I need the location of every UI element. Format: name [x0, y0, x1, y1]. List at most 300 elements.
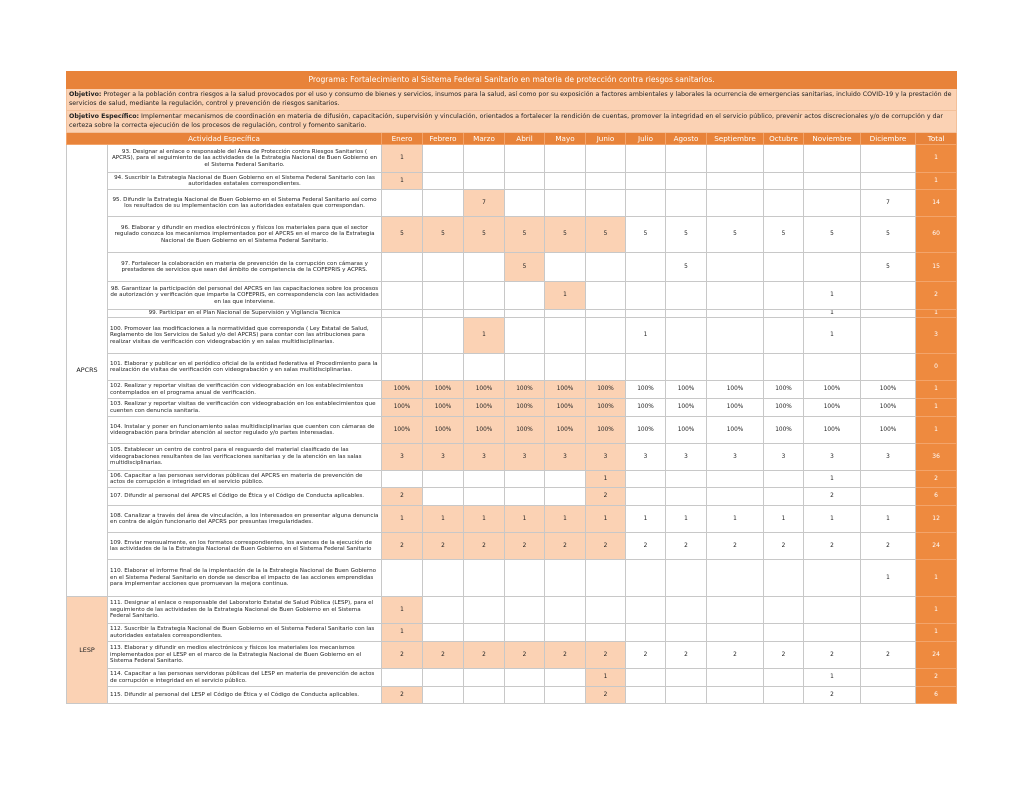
month-cell: 5: [464, 217, 505, 253]
activity-description: 97. Fortalecer la colaboración en materia de prevención de la corrupción con cámaras y prestadores de servicios que sean del ámbito de competencia de la COFEPRIS y ACPRS.: [108, 253, 382, 282]
month-cell: [804, 354, 861, 381]
month-cell: [505, 145, 545, 173]
month-cell: 2: [804, 533, 861, 560]
month-cell: [804, 597, 861, 624]
month-cell: 100%: [707, 381, 764, 399]
month-cell: 1: [764, 506, 804, 533]
month-cell: [804, 173, 861, 190]
month-cell: 100%: [545, 399, 586, 417]
month-cell: [464, 624, 505, 642]
month-cell: 2: [505, 533, 545, 560]
month-cell: [464, 471, 505, 488]
month-cell: [764, 354, 804, 381]
month-cell: 1: [423, 506, 464, 533]
column-header-actividad: Actividad Específica: [67, 133, 382, 145]
month-cell: 5: [586, 217, 626, 253]
month-cell: 2: [545, 533, 586, 560]
month-cell: 1: [545, 282, 586, 310]
month-cell: [586, 145, 626, 173]
activity-row: [67, 597, 957, 624]
month-cell: [804, 624, 861, 642]
month-cell: 2: [505, 642, 545, 669]
month-cell: 2: [764, 642, 804, 669]
activity-description: 114. Capacitar a las personas servidoras públicas del LESP en materia de prevención de actos de corrupción e integridad en el servicio público.: [108, 669, 382, 687]
month-cell: [586, 560, 626, 597]
activity-description: 109. Enviar mensualmente, en los formatos correspondientes, los avances de la ejecución de las actividades de la la Estrategia Nacional de Buen Gobierno en el Sistema Federal Sanitario: [108, 533, 382, 560]
row-total: 24: [916, 533, 957, 560]
month-cell: [423, 282, 464, 310]
month-cell: 100%: [545, 417, 586, 444]
month-cell: 2: [382, 642, 423, 669]
activity-row: [67, 253, 957, 282]
month-cell: 5: [764, 217, 804, 253]
month-cell: 1: [586, 471, 626, 488]
month-cell: 100%: [423, 417, 464, 444]
month-cell: [586, 190, 626, 217]
month-cell: [666, 173, 707, 190]
activity-description: 93. Designar al enlace o responsable del Área de Protección contra Riesgos Sanitarios ( APCRS), para el seguimiento de las actividades de la Estrategia Nacional de Buen Gobierno en el Sistema Federal Sanitario.: [108, 145, 382, 173]
row-total: 1: [916, 417, 957, 444]
month-cell: 2: [423, 642, 464, 669]
month-cell: 2: [666, 642, 707, 669]
row-total: 60: [916, 217, 957, 253]
activity-row: [67, 354, 957, 381]
month-cell: 2: [382, 687, 423, 704]
month-cell: 100%: [804, 381, 861, 399]
month-cell: [505, 354, 545, 381]
month-cell: 1: [804, 310, 861, 318]
activity-row: [67, 471, 957, 488]
month-cell: [861, 282, 916, 310]
month-cell: [464, 145, 505, 173]
month-cell: [545, 190, 586, 217]
month-cell: [626, 190, 666, 217]
month-cell: 5: [545, 217, 586, 253]
month-cell: [764, 145, 804, 173]
month-cell: 2: [707, 642, 764, 669]
month-cell: [545, 318, 586, 354]
month-cell: [707, 597, 764, 624]
month-cell: 100%: [545, 381, 586, 399]
activity-description: 100. Promover las modificaciones a la normatividad que corresponda ( Ley Estatal de Salud, Reglamento de los Servicios de Salud y/o del APCRS) para contar con las atribuciones para realizar visitas de verificación con videograbación y en salas multidisciplinarias.: [108, 318, 382, 354]
month-cell: 2: [804, 488, 861, 506]
month-cell: [666, 597, 707, 624]
row-total: 1: [916, 310, 957, 318]
activity-schedule-sheet: [66, 71, 956, 704]
month-cell: [666, 310, 707, 318]
month-cell: [586, 318, 626, 354]
activity-row: [67, 173, 957, 190]
column-header-total: Total: [916, 133, 957, 145]
month-cell: 5: [626, 217, 666, 253]
month-cell: 2: [586, 687, 626, 704]
month-cell: 100%: [707, 417, 764, 444]
month-cell: [545, 488, 586, 506]
month-cell: [666, 354, 707, 381]
month-cell: [626, 145, 666, 173]
month-cell: 100%: [764, 381, 804, 399]
month-cell: [626, 669, 666, 687]
month-cell: [804, 190, 861, 217]
month-cell: 100%: [586, 381, 626, 399]
activity-row: [67, 488, 957, 506]
column-header-month: Febrero: [423, 133, 464, 145]
month-cell: [861, 318, 916, 354]
month-cell: 2: [586, 642, 626, 669]
column-header-month: Agosto: [666, 133, 707, 145]
month-cell: [707, 173, 764, 190]
month-cell: 100%: [382, 399, 423, 417]
month-cell: [764, 282, 804, 310]
month-cell: [804, 560, 861, 597]
month-cell: [464, 687, 505, 704]
month-cell: [626, 560, 666, 597]
month-cell: [545, 624, 586, 642]
month-cell: [626, 173, 666, 190]
column-header-month: Enero: [382, 133, 423, 145]
month-cell: 100%: [464, 399, 505, 417]
month-cell: 2: [382, 488, 423, 506]
month-cell: [505, 669, 545, 687]
column-header-month: Noviembre: [804, 133, 861, 145]
month-cell: [505, 173, 545, 190]
specific-objective-body: Implementar mecanismos de coordinación en materia de difusión, capacitación, supervisión y vinculación, orientados a fortalecer la rendición de cuentas, promover la integridad en el servicio público, prevenir actos discrecionales y/o de corrupción y dar certeza sobre la correcta ejecución de los procesos de regulación, control y fomento sanitario.: [69, 113, 944, 129]
activity-description: 112. Suscribir la Estrategia Nacional de Buen Gobierno en el Sistema Federal Sanitario con las autoridades estatales correspondientes.: [108, 624, 382, 642]
month-cell: 1: [707, 506, 764, 533]
month-cell: 1: [464, 506, 505, 533]
month-cell: 5: [666, 217, 707, 253]
month-cell: 100%: [804, 417, 861, 444]
activity-row: [67, 687, 957, 704]
activity-row: [67, 145, 957, 173]
month-cell: 3: [861, 444, 916, 471]
row-total: 1: [916, 597, 957, 624]
month-cell: [861, 597, 916, 624]
activity-table: [66, 71, 957, 704]
month-cell: [764, 253, 804, 282]
row-total: 6: [916, 687, 957, 704]
column-header-month: Octubre: [764, 133, 804, 145]
column-header-month: Junio: [586, 133, 626, 145]
month-cell: [707, 669, 764, 687]
month-cell: [764, 488, 804, 506]
month-cell: [626, 488, 666, 506]
month-cell: [586, 354, 626, 381]
month-cell: [764, 310, 804, 318]
month-cell: [505, 597, 545, 624]
month-cell: [423, 253, 464, 282]
activity-row: [67, 282, 957, 310]
month-cell: 3: [464, 444, 505, 471]
month-cell: [861, 173, 916, 190]
month-cell: 3: [764, 444, 804, 471]
month-cell: 5: [505, 253, 545, 282]
activity-row: [67, 381, 957, 399]
month-cell: 1: [545, 506, 586, 533]
row-total: 1: [916, 381, 957, 399]
month-cell: 5: [861, 217, 916, 253]
activity-description: 108. Canalizar a través del área de vinculación, a los interesados en presentar alguna denuncia en contra de algún funcionario del APCRS por presuntas irregularidades.: [108, 506, 382, 533]
activity-description: 95. Difundir la Estrategia Nacional de Buen Gobierno en el Sistema Federal Sanitario así como los resultados de su implementación con las autoridades estatales que correspondan.: [108, 190, 382, 217]
month-cell: [666, 318, 707, 354]
month-cell: [545, 310, 586, 318]
month-cell: 100%: [666, 399, 707, 417]
month-cell: 2: [861, 533, 916, 560]
month-cell: [464, 669, 505, 687]
row-total: 3: [916, 318, 957, 354]
row-total: 2: [916, 471, 957, 488]
month-cell: [764, 173, 804, 190]
month-cell: 1: [861, 506, 916, 533]
month-cell: [423, 318, 464, 354]
month-cell: [545, 669, 586, 687]
month-cell: [707, 253, 764, 282]
month-cell: 100%: [505, 399, 545, 417]
activity-description: 94. Suscribir la Estrategia Nacional de Buen Gobierno en el Sistema Federal Sanitario con las autoridades estatales correspondientes.: [108, 173, 382, 190]
month-cell: [382, 253, 423, 282]
month-cell: [804, 145, 861, 173]
month-cell: [666, 624, 707, 642]
month-cell: 3: [382, 444, 423, 471]
month-cell: [626, 253, 666, 282]
month-cell: [464, 354, 505, 381]
month-cell: [545, 354, 586, 381]
objective-label: Objetivo:: [69, 91, 102, 99]
activity-description: 99. Participar en el Plan Nacional de Supervisión y Vigilancia Técnica: [108, 310, 382, 318]
month-cell: [707, 687, 764, 704]
month-cell: 100%: [861, 417, 916, 444]
month-cell: [666, 560, 707, 597]
activity-description: 104. Instalar y poner en funcionamiento salas multidisciplinarias que cuenten con cámaras de videograbación para brindar atención al sector regulado y/o partes interesadas.: [108, 417, 382, 444]
row-total: 1: [916, 399, 957, 417]
month-cell: [545, 145, 586, 173]
month-cell: 2: [545, 642, 586, 669]
month-cell: [423, 471, 464, 488]
row-total: 15: [916, 253, 957, 282]
month-cell: [707, 488, 764, 506]
activity-description: 105. Establecer un centro de control para el resguardo del material clasificado de las videograbaciones resultantes de las verificaciones sanitarias y de la atención en las salas multidisciplinarias.: [108, 444, 382, 471]
column-header-row: [67, 133, 957, 145]
month-cell: [545, 253, 586, 282]
month-cell: [545, 597, 586, 624]
month-cell: [545, 471, 586, 488]
column-header-month: Julio: [626, 133, 666, 145]
month-cell: 2: [861, 642, 916, 669]
activity-row: [67, 310, 957, 318]
month-cell: 1: [382, 173, 423, 190]
month-cell: [764, 687, 804, 704]
month-cell: 1: [804, 282, 861, 310]
row-total: 12: [916, 506, 957, 533]
month-cell: 1: [804, 669, 861, 687]
month-cell: [707, 145, 764, 173]
activity-description: 107. Difundir al personal del APCRS el Código de Ética y el Código de Conducta aplicables.: [108, 488, 382, 506]
activity-row: [67, 624, 957, 642]
month-cell: 100%: [586, 399, 626, 417]
month-cell: [505, 687, 545, 704]
month-cell: 7: [464, 190, 505, 217]
activity-row: [67, 560, 957, 597]
activity-row: [67, 190, 957, 217]
month-cell: [423, 560, 464, 597]
program-title: Programa: Fortalecimiento al Sistema Federal Sanitario en materia de protección contra riesgos sanitarios.: [67, 72, 957, 89]
month-cell: 3: [423, 444, 464, 471]
row-total: 24: [916, 642, 957, 669]
month-cell: [861, 687, 916, 704]
month-cell: [707, 560, 764, 597]
month-cell: 100%: [804, 399, 861, 417]
month-cell: [423, 145, 464, 173]
month-cell: [505, 624, 545, 642]
activity-description: 110. Elaborar el informe final de la implentación de la la Estrategia Nacional de Buen Gobierno en el Sistema Federal Sanitario en donde se describa el impacto de las acciones emprendidas para implementar acciones que promuevan la mejora continua.: [108, 560, 382, 597]
month-cell: 5: [804, 217, 861, 253]
month-cell: [861, 310, 916, 318]
activity-description: 98. Garantizar la participación del personal del APCRS en las capacitaciones sobre los procesos de autorización y verificación que imparte la COFEPRIS, en correspondencia con las actividades en las que interviene.: [108, 282, 382, 310]
month-cell: [861, 669, 916, 687]
month-cell: 1: [804, 471, 861, 488]
month-cell: 2: [626, 642, 666, 669]
month-cell: 1: [861, 560, 916, 597]
month-cell: [626, 597, 666, 624]
month-cell: 2: [804, 687, 861, 704]
month-cell: 5: [707, 217, 764, 253]
column-header-month: Diciembre: [861, 133, 916, 145]
month-cell: [382, 560, 423, 597]
column-header-month: Septiembre: [707, 133, 764, 145]
month-cell: 100%: [505, 417, 545, 444]
month-cell: 100%: [464, 417, 505, 444]
activity-description: 113. Elaborar y difundir en medios electrónicos y físicos los materiales los mecanismos implementados por el LESP en el marco de la Estrategia Nacional de Buen Gobierno en el Sistema Federal Sanitario.: [108, 642, 382, 669]
month-cell: [707, 624, 764, 642]
month-cell: [666, 488, 707, 506]
group-label: APCRS: [67, 145, 108, 597]
month-cell: 5: [861, 253, 916, 282]
row-total: 1: [916, 173, 957, 190]
month-cell: 5: [666, 253, 707, 282]
activity-description: 96. Elaborar y difundir en medios electrónicos y físicos los materiales para que el sector regulado conozca los mecanismos implementados por el APCRS en el marco de la Estrategia Nacional de Buen Gobierno en el Sistema Federal Sanitario.: [108, 217, 382, 253]
month-cell: [545, 687, 586, 704]
month-cell: 3: [586, 444, 626, 471]
activity-description: 102. Realizar y reportar visitas de verificación con videograbación en los establecimientos contemplados en el programa anual de verificación.: [108, 381, 382, 399]
month-cell: [423, 173, 464, 190]
month-cell: [505, 488, 545, 506]
month-cell: [626, 310, 666, 318]
month-cell: 2: [423, 533, 464, 560]
group-label: LESP: [67, 597, 108, 704]
month-cell: 2: [764, 533, 804, 560]
row-total: 0: [916, 354, 957, 381]
month-cell: [861, 624, 916, 642]
month-cell: 1: [505, 506, 545, 533]
month-cell: 1: [382, 624, 423, 642]
month-cell: [666, 669, 707, 687]
month-cell: 1: [626, 318, 666, 354]
month-cell: [505, 318, 545, 354]
month-cell: [764, 597, 804, 624]
month-cell: [626, 624, 666, 642]
month-cell: [764, 560, 804, 597]
month-cell: 1: [464, 318, 505, 354]
month-cell: [382, 354, 423, 381]
month-cell: [764, 669, 804, 687]
month-cell: 100%: [626, 399, 666, 417]
month-cell: [764, 318, 804, 354]
month-cell: 1: [586, 506, 626, 533]
activity-description: 103. Realizar y reportar visitas de verificación con videograbación en los establecimientos que cuenten con denuncia sanitaria.: [108, 399, 382, 417]
row-total: 1: [916, 560, 957, 597]
month-cell: [464, 282, 505, 310]
month-cell: [423, 669, 464, 687]
activity-description: 111. Designar al enlace o responsable del Laboratorio Estatal de Salud Pública (LESP), para el seguimiento de las actividades de la Estrategia Nacional de Buen Gobierno en el Sistema Federal Sanitario.: [108, 597, 382, 624]
row-total: 36: [916, 444, 957, 471]
activity-row: [67, 642, 957, 669]
month-cell: [804, 253, 861, 282]
month-cell: 100%: [382, 417, 423, 444]
activity-description: 101. Elaborar y publicar en el periódico oficial de la entidad federativa el Procedimiento para la realización de visitas de verificación con videograbación y en salas multidisciplinarias.: [108, 354, 382, 381]
month-cell: [626, 687, 666, 704]
month-cell: [586, 624, 626, 642]
month-cell: [382, 190, 423, 217]
activity-row: [67, 506, 957, 533]
month-cell: 3: [707, 444, 764, 471]
month-cell: 100%: [382, 381, 423, 399]
month-cell: [626, 282, 666, 310]
month-cell: [464, 253, 505, 282]
month-cell: 3: [626, 444, 666, 471]
month-cell: [464, 488, 505, 506]
month-cell: [626, 354, 666, 381]
month-cell: [861, 145, 916, 173]
month-cell: 100%: [861, 381, 916, 399]
month-cell: 1: [804, 318, 861, 354]
month-cell: [707, 190, 764, 217]
month-cell: 2: [382, 533, 423, 560]
row-total: 1: [916, 624, 957, 642]
month-cell: 2: [626, 533, 666, 560]
month-cell: 7: [861, 190, 916, 217]
month-cell: [764, 190, 804, 217]
specific-objective-text: [67, 111, 957, 133]
row-total: 2: [916, 669, 957, 687]
activity-row: [67, 399, 957, 417]
month-cell: 1: [586, 669, 626, 687]
month-cell: [861, 488, 916, 506]
month-cell: [464, 173, 505, 190]
month-cell: [423, 488, 464, 506]
month-cell: [666, 282, 707, 310]
month-cell: 3: [666, 444, 707, 471]
month-cell: [382, 282, 423, 310]
month-cell: 100%: [861, 399, 916, 417]
month-cell: 2: [666, 533, 707, 560]
month-cell: [382, 310, 423, 318]
month-cell: [423, 310, 464, 318]
month-cell: [545, 560, 586, 597]
month-cell: [423, 687, 464, 704]
month-cell: 1: [382, 145, 423, 173]
month-cell: 5: [382, 217, 423, 253]
month-cell: 5: [423, 217, 464, 253]
month-cell: 3: [545, 444, 586, 471]
month-cell: [423, 624, 464, 642]
month-cell: 2: [586, 533, 626, 560]
month-cell: 1: [382, 597, 423, 624]
month-cell: 100%: [464, 381, 505, 399]
month-cell: [423, 354, 464, 381]
activity-row: [67, 217, 957, 253]
month-cell: [861, 471, 916, 488]
month-cell: 100%: [626, 417, 666, 444]
